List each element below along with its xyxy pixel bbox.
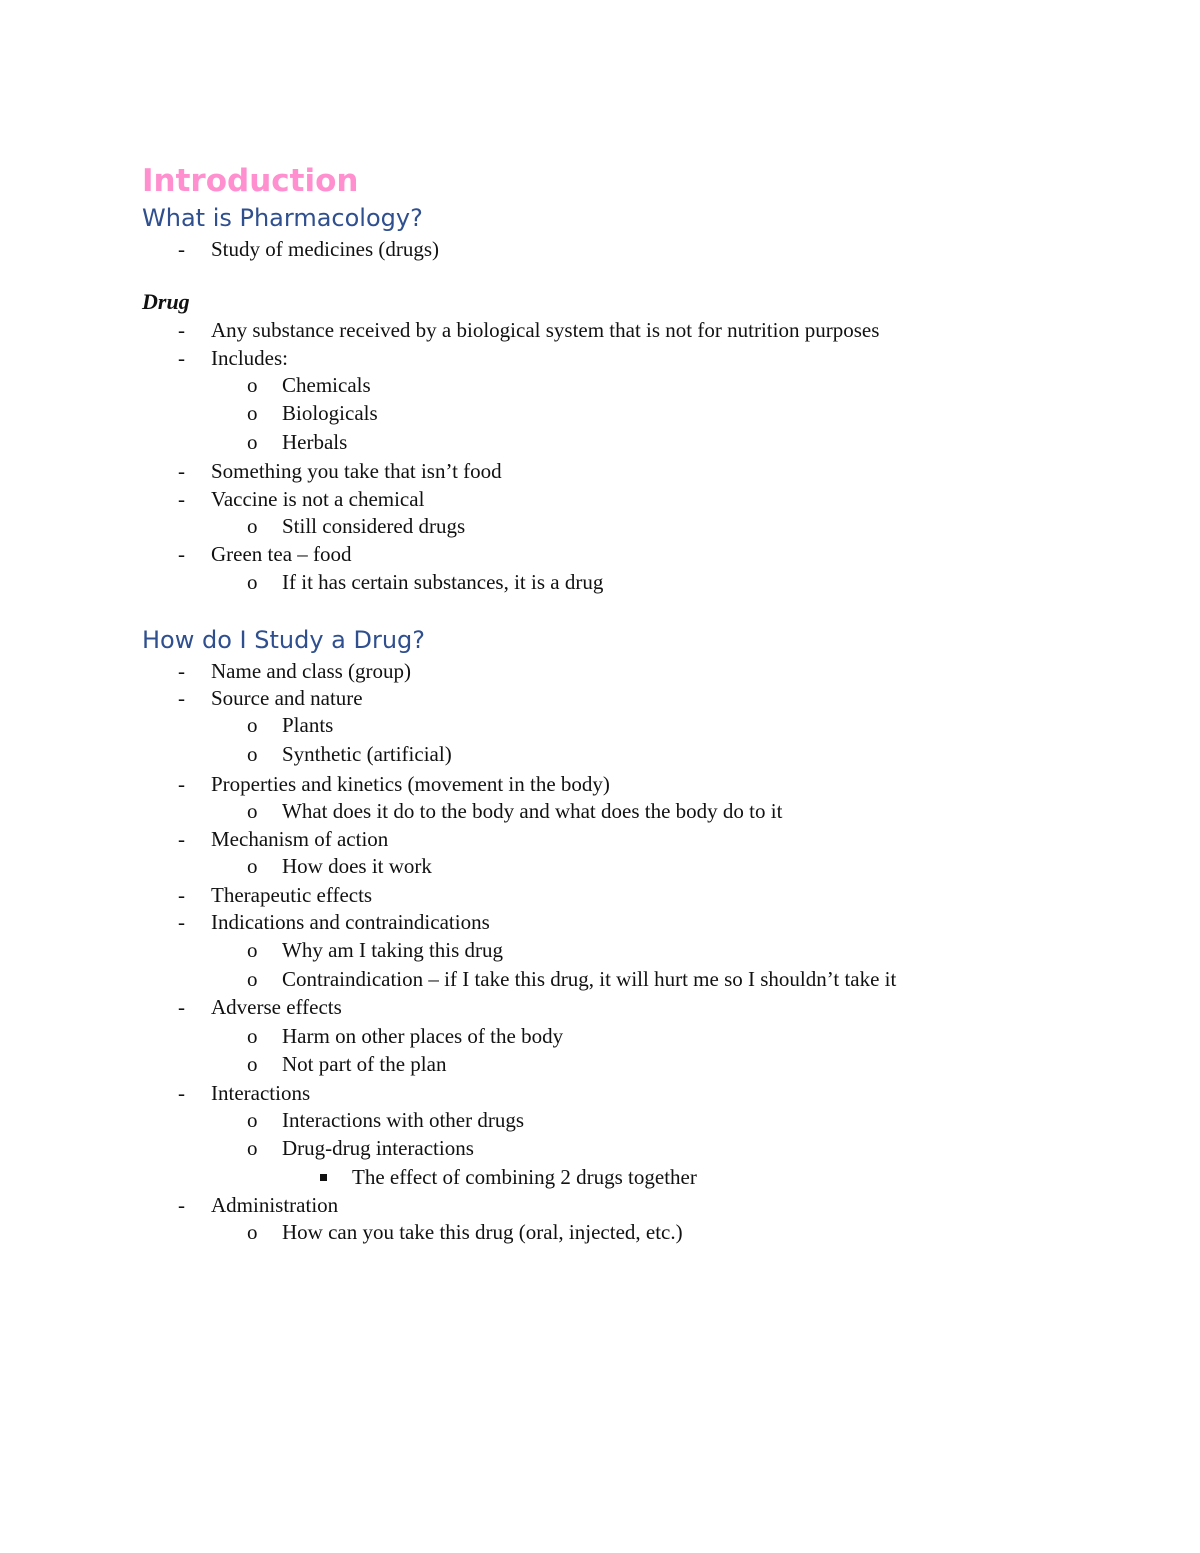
dash-bullet-icon: - — [178, 346, 185, 370]
list-item-text: Not part of the plan — [282, 1052, 447, 1076]
list-item-text: Plants — [282, 713, 334, 737]
list-item-text: Biologicals — [282, 401, 378, 425]
list-item-text: Something you take that isn’t food — [211, 459, 502, 483]
dash-bullet-icon: - — [178, 827, 185, 851]
circle-bullet-icon: o — [247, 854, 258, 878]
list-item-text: Source and nature — [211, 686, 363, 710]
list-item-text: Administration — [211, 1193, 339, 1217]
circle-bullet-icon: o — [247, 1024, 258, 1048]
list-item-text: Drug-drug interactions — [282, 1136, 474, 1160]
list-item-text: Properties and kinetics (movement in the body) — [211, 772, 610, 796]
list-item-text: Includes: — [211, 346, 288, 370]
list-item-text: Still considered drugs — [282, 514, 466, 538]
dash-bullet-icon: - — [178, 659, 185, 683]
dash-bullet-icon: - — [178, 1193, 185, 1217]
dash-bullet-icon: - — [178, 995, 185, 1019]
dash-bullet-icon: - — [178, 686, 185, 710]
list-item-text: Study of medicines (drugs) — [211, 237, 440, 261]
dash-bullet-icon: - — [178, 487, 185, 511]
dash-bullet-icon: - — [178, 542, 185, 566]
dash-bullet-icon: - — [178, 772, 185, 796]
list-item-text: Interactions with other drugs — [282, 1108, 525, 1132]
list-item-text: Why am I taking this drug — [282, 938, 504, 962]
circle-bullet-icon: o — [247, 401, 258, 425]
list-item-text: Synthetic (artificial) — [282, 742, 452, 766]
section-heading-study-drug: How do I Study a Drug? — [142, 626, 426, 654]
circle-bullet-icon: o — [247, 742, 258, 766]
list-item-text: Green tea – food — [211, 542, 352, 566]
list-item-text: Therapeutic effects — [211, 883, 373, 907]
square-bullet-icon — [320, 1174, 327, 1181]
circle-bullet-icon: o — [247, 713, 258, 737]
section-heading-drug: Drug — [142, 289, 190, 314]
dash-bullet-icon: - — [178, 459, 185, 483]
page-title: Introduction — [142, 163, 359, 199]
list-item-text: Vaccine is not a chemical — [211, 487, 425, 511]
circle-bullet-icon: o — [247, 799, 258, 823]
list-item-text: Interactions — [211, 1081, 311, 1105]
circle-bullet-icon: o — [247, 570, 258, 594]
circle-bullet-icon: o — [247, 514, 258, 538]
circle-bullet-icon: o — [247, 430, 258, 454]
dash-bullet-icon: - — [178, 910, 185, 934]
list-item-text: Contraindication – if I take this drug, it will hurt me so I shouldn’t take it — [282, 967, 897, 991]
list-item-text: Indications and contraindications — [211, 910, 490, 934]
circle-bullet-icon: o — [247, 1220, 258, 1244]
circle-bullet-icon: o — [247, 373, 258, 397]
circle-bullet-icon: o — [247, 1136, 258, 1160]
list-item-text: Harm on other places of the body — [282, 1024, 564, 1048]
list-item-text: If it has certain substances, it is a drug — [282, 570, 604, 594]
list-item-text: What does it do to the body and what does the body do to it — [282, 799, 783, 823]
list-item-text: Chemicals — [282, 373, 371, 397]
circle-bullet-icon: o — [247, 967, 258, 991]
dash-bullet-icon: - — [178, 1081, 185, 1105]
list-item-text: The effect of combining 2 drugs together — [352, 1165, 697, 1189]
list-item-text: Name and class (group) — [211, 659, 412, 683]
list-item-text: Any substance received by a biological system that is not for nutrition purposes — [211, 318, 880, 342]
list-item-text: How does it work — [282, 854, 432, 878]
circle-bullet-icon: o — [247, 1052, 258, 1076]
dash-bullet-icon: - — [178, 237, 185, 261]
section-heading-pharmacology: What is Pharmacology? — [142, 204, 423, 232]
list-item-text: Adverse effects — [211, 995, 342, 1019]
list-item-text: Herbals — [282, 430, 348, 454]
list-item-text: Mechanism of action — [211, 827, 389, 851]
dash-bullet-icon: - — [178, 883, 185, 907]
dash-bullet-icon: - — [178, 318, 185, 342]
list-item-text: How can you take this drug (oral, injected, etc.) — [282, 1220, 683, 1244]
circle-bullet-icon: o — [247, 1108, 258, 1132]
circle-bullet-icon: o — [247, 938, 258, 962]
